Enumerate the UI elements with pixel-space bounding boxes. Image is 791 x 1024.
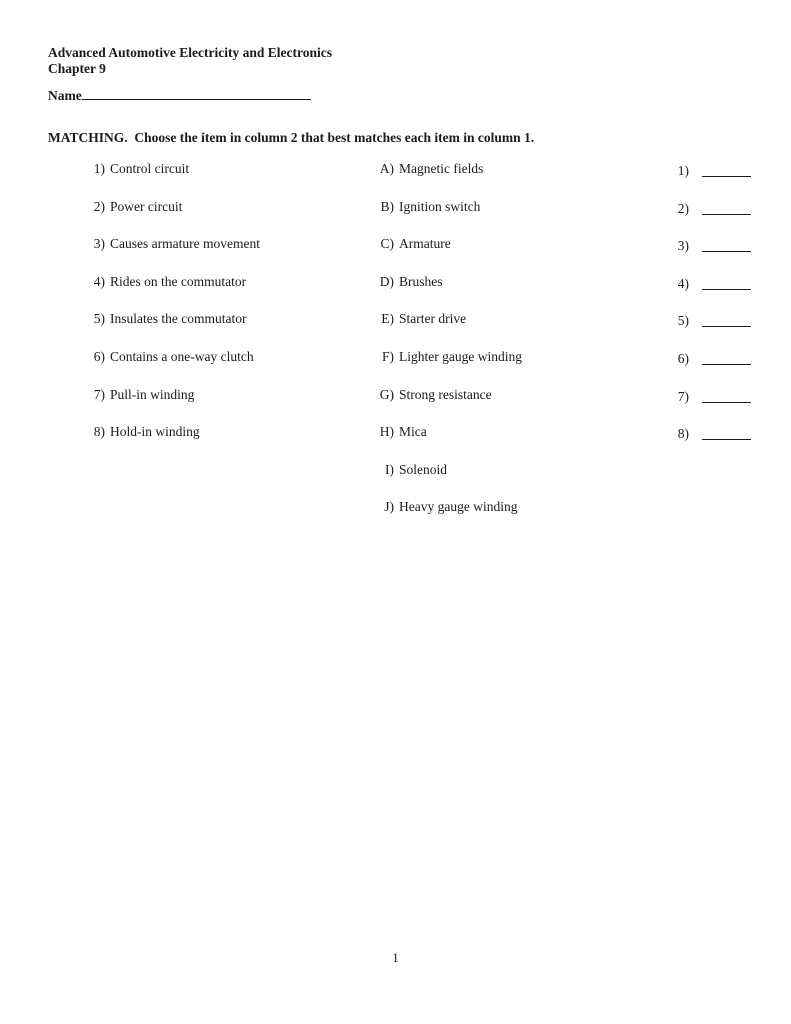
column2-item-text: Armature xyxy=(399,236,451,252)
name-blank[interactable] xyxy=(82,86,311,100)
answer-number: 6) xyxy=(677,351,689,366)
column2-item-text: Solenoid xyxy=(399,461,448,477)
answer-number: 8) xyxy=(677,426,689,442)
matching-row xyxy=(0,348,791,368)
column2-item-letter: I) xyxy=(385,461,394,477)
column1-item xyxy=(80,423,200,441)
answer-number: 4) xyxy=(677,275,689,291)
column1-item-text: Contains a one-way clutch xyxy=(110,349,254,364)
answer-blank[interactable] xyxy=(702,275,751,290)
name-row xyxy=(48,86,311,104)
column1-item xyxy=(80,348,254,366)
matching-row xyxy=(0,198,791,218)
column1-item xyxy=(80,273,246,291)
column1-item-number: 1) xyxy=(93,161,105,176)
column1-item xyxy=(80,160,189,178)
answer-number: 1) xyxy=(677,163,689,178)
matching-row xyxy=(0,235,791,255)
column1-item-text: Rides on the commutator xyxy=(110,273,247,289)
column2-item-letter: B) xyxy=(380,198,394,214)
column1-item-text: Control circuit xyxy=(110,161,190,176)
answer-slot xyxy=(658,348,751,368)
column1-item-text: Insulates the commutator xyxy=(110,311,247,327)
column2-item-text: Lighter gauge winding xyxy=(399,349,522,364)
column2-item-letter: F) xyxy=(381,349,394,364)
column2-item-letter: D) xyxy=(379,273,394,289)
answer-number: 7) xyxy=(677,388,689,404)
column2-item-text: Heavy gauge winding xyxy=(399,499,518,515)
column2-item-letter: E) xyxy=(381,311,394,327)
column2-item xyxy=(358,310,466,328)
column2-item xyxy=(358,498,517,516)
answer-blank[interactable] xyxy=(702,200,751,215)
answer-blank[interactable] xyxy=(702,425,751,440)
header-chapter: Chapter 9 xyxy=(48,61,106,76)
column1-item-number: 6) xyxy=(93,349,105,364)
column1-item-number: 5) xyxy=(93,311,105,327)
column2-item xyxy=(358,160,483,178)
column1-item-number: 4) xyxy=(93,273,105,289)
column1-item xyxy=(80,386,194,404)
matching-row xyxy=(0,423,791,443)
column1-item-text: Hold-in winding xyxy=(110,424,200,440)
answer-blank[interactable] xyxy=(702,388,751,403)
column2-item-text: Magnetic fields xyxy=(399,161,484,176)
matching-row xyxy=(0,461,791,481)
answer-slot xyxy=(658,310,751,330)
column2-item xyxy=(358,348,522,366)
column2-item-letter: C) xyxy=(380,236,394,252)
column2-item-letter: H) xyxy=(379,424,394,440)
page-number: 1 xyxy=(392,950,399,965)
column2-item-text: Starter drive xyxy=(399,311,467,327)
column1-item-text: Causes armature movement xyxy=(110,236,260,252)
column1-item xyxy=(80,235,260,253)
answer-slot xyxy=(658,273,751,293)
answer-number: 2) xyxy=(677,200,689,216)
answer-blank[interactable] xyxy=(702,312,751,327)
answer-number: 5) xyxy=(677,313,689,329)
answer-number: 3) xyxy=(677,238,689,254)
column2-item xyxy=(358,198,480,216)
answer-slot xyxy=(658,198,751,218)
column2-item-text: Ignition switch xyxy=(399,198,481,214)
matching-row xyxy=(0,310,791,330)
matching-row xyxy=(0,273,791,293)
column1-item-text: Power circuit xyxy=(110,198,183,214)
column2-item-letter: G) xyxy=(379,386,394,402)
column2-item xyxy=(358,386,492,404)
column2-item xyxy=(358,461,447,479)
column1-item-number: 8) xyxy=(93,424,105,440)
answer-slot xyxy=(658,386,751,406)
name-label: Name xyxy=(48,88,82,103)
document-header xyxy=(48,45,332,77)
matching-row xyxy=(0,386,791,406)
column1-item-number: 3) xyxy=(93,236,105,252)
answer-slot xyxy=(658,160,751,180)
answer-blank[interactable] xyxy=(702,162,751,177)
column2-item xyxy=(358,273,443,291)
answer-slot xyxy=(658,235,751,255)
answer-blank[interactable] xyxy=(702,237,751,252)
column2-item-text: Brushes xyxy=(399,273,443,289)
column2-item xyxy=(358,235,451,253)
column2-item xyxy=(358,423,427,441)
header-title: Advanced Automotive Electricity and Electronics xyxy=(48,45,332,60)
answer-blank[interactable] xyxy=(702,350,751,365)
column1-item-number: 2) xyxy=(93,198,105,214)
column2-item-text: Strong resistance xyxy=(399,386,492,402)
matching-row xyxy=(0,160,791,180)
column1-item xyxy=(80,310,246,328)
column2-item-letter: A) xyxy=(379,161,394,176)
matching-instruction: MATCHING. Choose the item in column 2 that best matches each item in column 1. xyxy=(48,130,535,145)
answer-slot xyxy=(658,423,751,443)
matching-row xyxy=(0,498,791,518)
column1-item-text: Pull-in winding xyxy=(110,386,195,402)
column1-item xyxy=(80,198,182,216)
column1-item-number: 7) xyxy=(93,386,105,402)
column2-item-text: Mica xyxy=(399,424,427,440)
column2-item-letter: J) xyxy=(384,499,394,515)
